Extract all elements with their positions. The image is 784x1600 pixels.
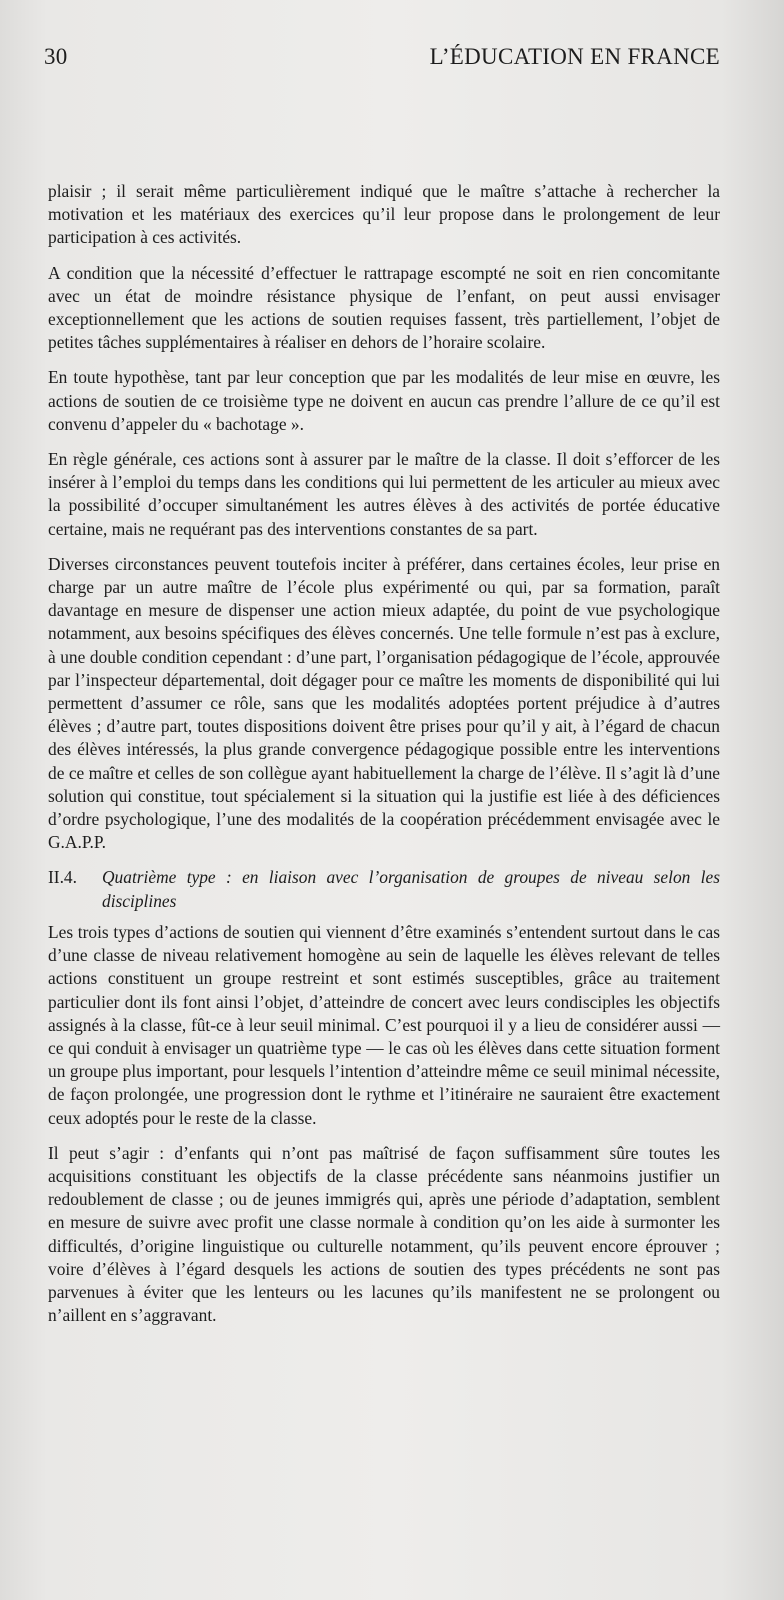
paragraph: En règle générale, ces actions sont à assurer par le maître de la classe. Il doit s’efforcer de les insérer à l’emploi du temps dans les conditions qui lui permettent de les articuler au mieux avec la possibilité d’occuper simultanément les autres élèves à des activités de portée éducative certaine, mais ne requérant pas des interventions constantes de sa part.: [48, 449, 720, 539]
section-number: II.4.: [48, 867, 77, 888]
paragraph: A condition que la nécessité d’effectuer le rattrapage escompté ne soit en rien concomitante avec un état de moindre résistance physique de l’enfant, on peut aussi envisager exceptionnellement que les actions de soutien requises fassent, très partiellement, l’objet de petites tâches supplémentaires à réaliser en dehors de l’horaire scolaire.: [48, 262, 720, 353]
paragraph: Il peut s’agir : d’enfants qui n’ont pas maîtrisé de façon suffisamment sûre toutes les acquisitions constituant les objectifs de la classe précédente sans néanmoins justifier un redoublement de classe ; ou de jeunes immigrés qui, après une période d’adaptation, semblent en mesure de suivre avec profit une classe normale à condition qu’on les aide à surmonter les difficultés, d’origine linguistique ou culturelle notamment, qu’ils peuvent encore éprouver ; voire d’élèves à l’égard desquels les actions de soutien des types précédents ne sont pas parvenues à éviter que les lenteurs ou les lacunes qu’ils manifestent ne se prolongent ou n’aillent en s’aggravant.: [48, 1142, 720, 1326]
body-text: [48, 180, 720, 1339]
section-heading: [48, 866, 720, 912]
section-title: Quatrième type : en liaison avec l’organisation de groupes de niveau selon les disciplines: [102, 867, 720, 911]
paragraph: En toute hypothèse, tant par leur conception que par les modalités de leur mise en œuvre, les actions de soutien de ce troisième type ne doivent en aucun cas prendre l’allure de ce qu’il est convenu d’appeler du « bachotage ».: [48, 367, 720, 434]
running-title: L’ÉDUCATION EN FRANCE: [429, 44, 720, 69]
paragraph: Diverses circonstances peuvent toutefois inciter à préférer, dans certaines écoles, leur prise en charge par un autre maître de l’école plus expérimenté ou qui, par sa formation, paraît davantage en mesure de dispenser une action mieux adaptée, du point de vue psychologique notamment, aux besoins spécifiques des élèves concernés. Une telle formule n’est pas à exclure, à une double condition cependant : d’une part, l’organisation pédagogique de l’école, approuvée par l’inspecteur départemental, doit dégager pour ce maître les moments de disponibilité qui lui permettent d’assumer ce rôle, sans que les modalités adoptées portent préjudice à d’autres élèves ; d’autre part, toutes dispositions doivent être prises pour qu’il y ait, à l’égard de chacun des élèves intéressés, la plus grande convergence pédagogique possible entre les interventions de ce maître et celles de son collègue ayant habituellement la charge de l’élève. Il s’agit là d’une solution qui constitue, tout spécialement si la situation qui la justifie est liée à des déficiences d’ordre psychologique, l’une des modalités de la coopération précédemment envisagée avec le G.A.P.P.: [48, 553, 720, 853]
page-number: 30: [44, 44, 68, 69]
paragraph: plaisir ; il serait même particulièrement indiqué que le maître s’attache à rechercher la motivation et les matériaux des exercices qu’il leur propose dans le prolongement de leur participation à ces activités.: [48, 181, 720, 248]
paragraph: Les trois types d’actions de soutien qui viennent d’être examinés s’entendent surtout dans le cas d’une classe de niveau relativement homogène au sein de laquelle les élèves relevant de telles actions constituent un groupe restreint et sont estimés susceptibles, grâce au traitement particulier dont ils font ainsi l’objet, d’atteindre de concert avec leurs condisciples les objectifs assignés à la classe, fût-ce à leur seuil minimal. C’est pourquoi il y a lieu de considérer aussi — ce qui conduit à envisager un quatrième type — le cas où les élèves dans cette situation forment un groupe plus important, pour lesquels l’intention d’atteindre même ce seuil minimal nécessite, de façon prolongée, une progression dont le rythme et l’itinéraire ne sauraient être exactement ceux adoptés pour le reste de la classe.: [48, 921, 720, 1128]
running-header: [44, 44, 720, 70]
